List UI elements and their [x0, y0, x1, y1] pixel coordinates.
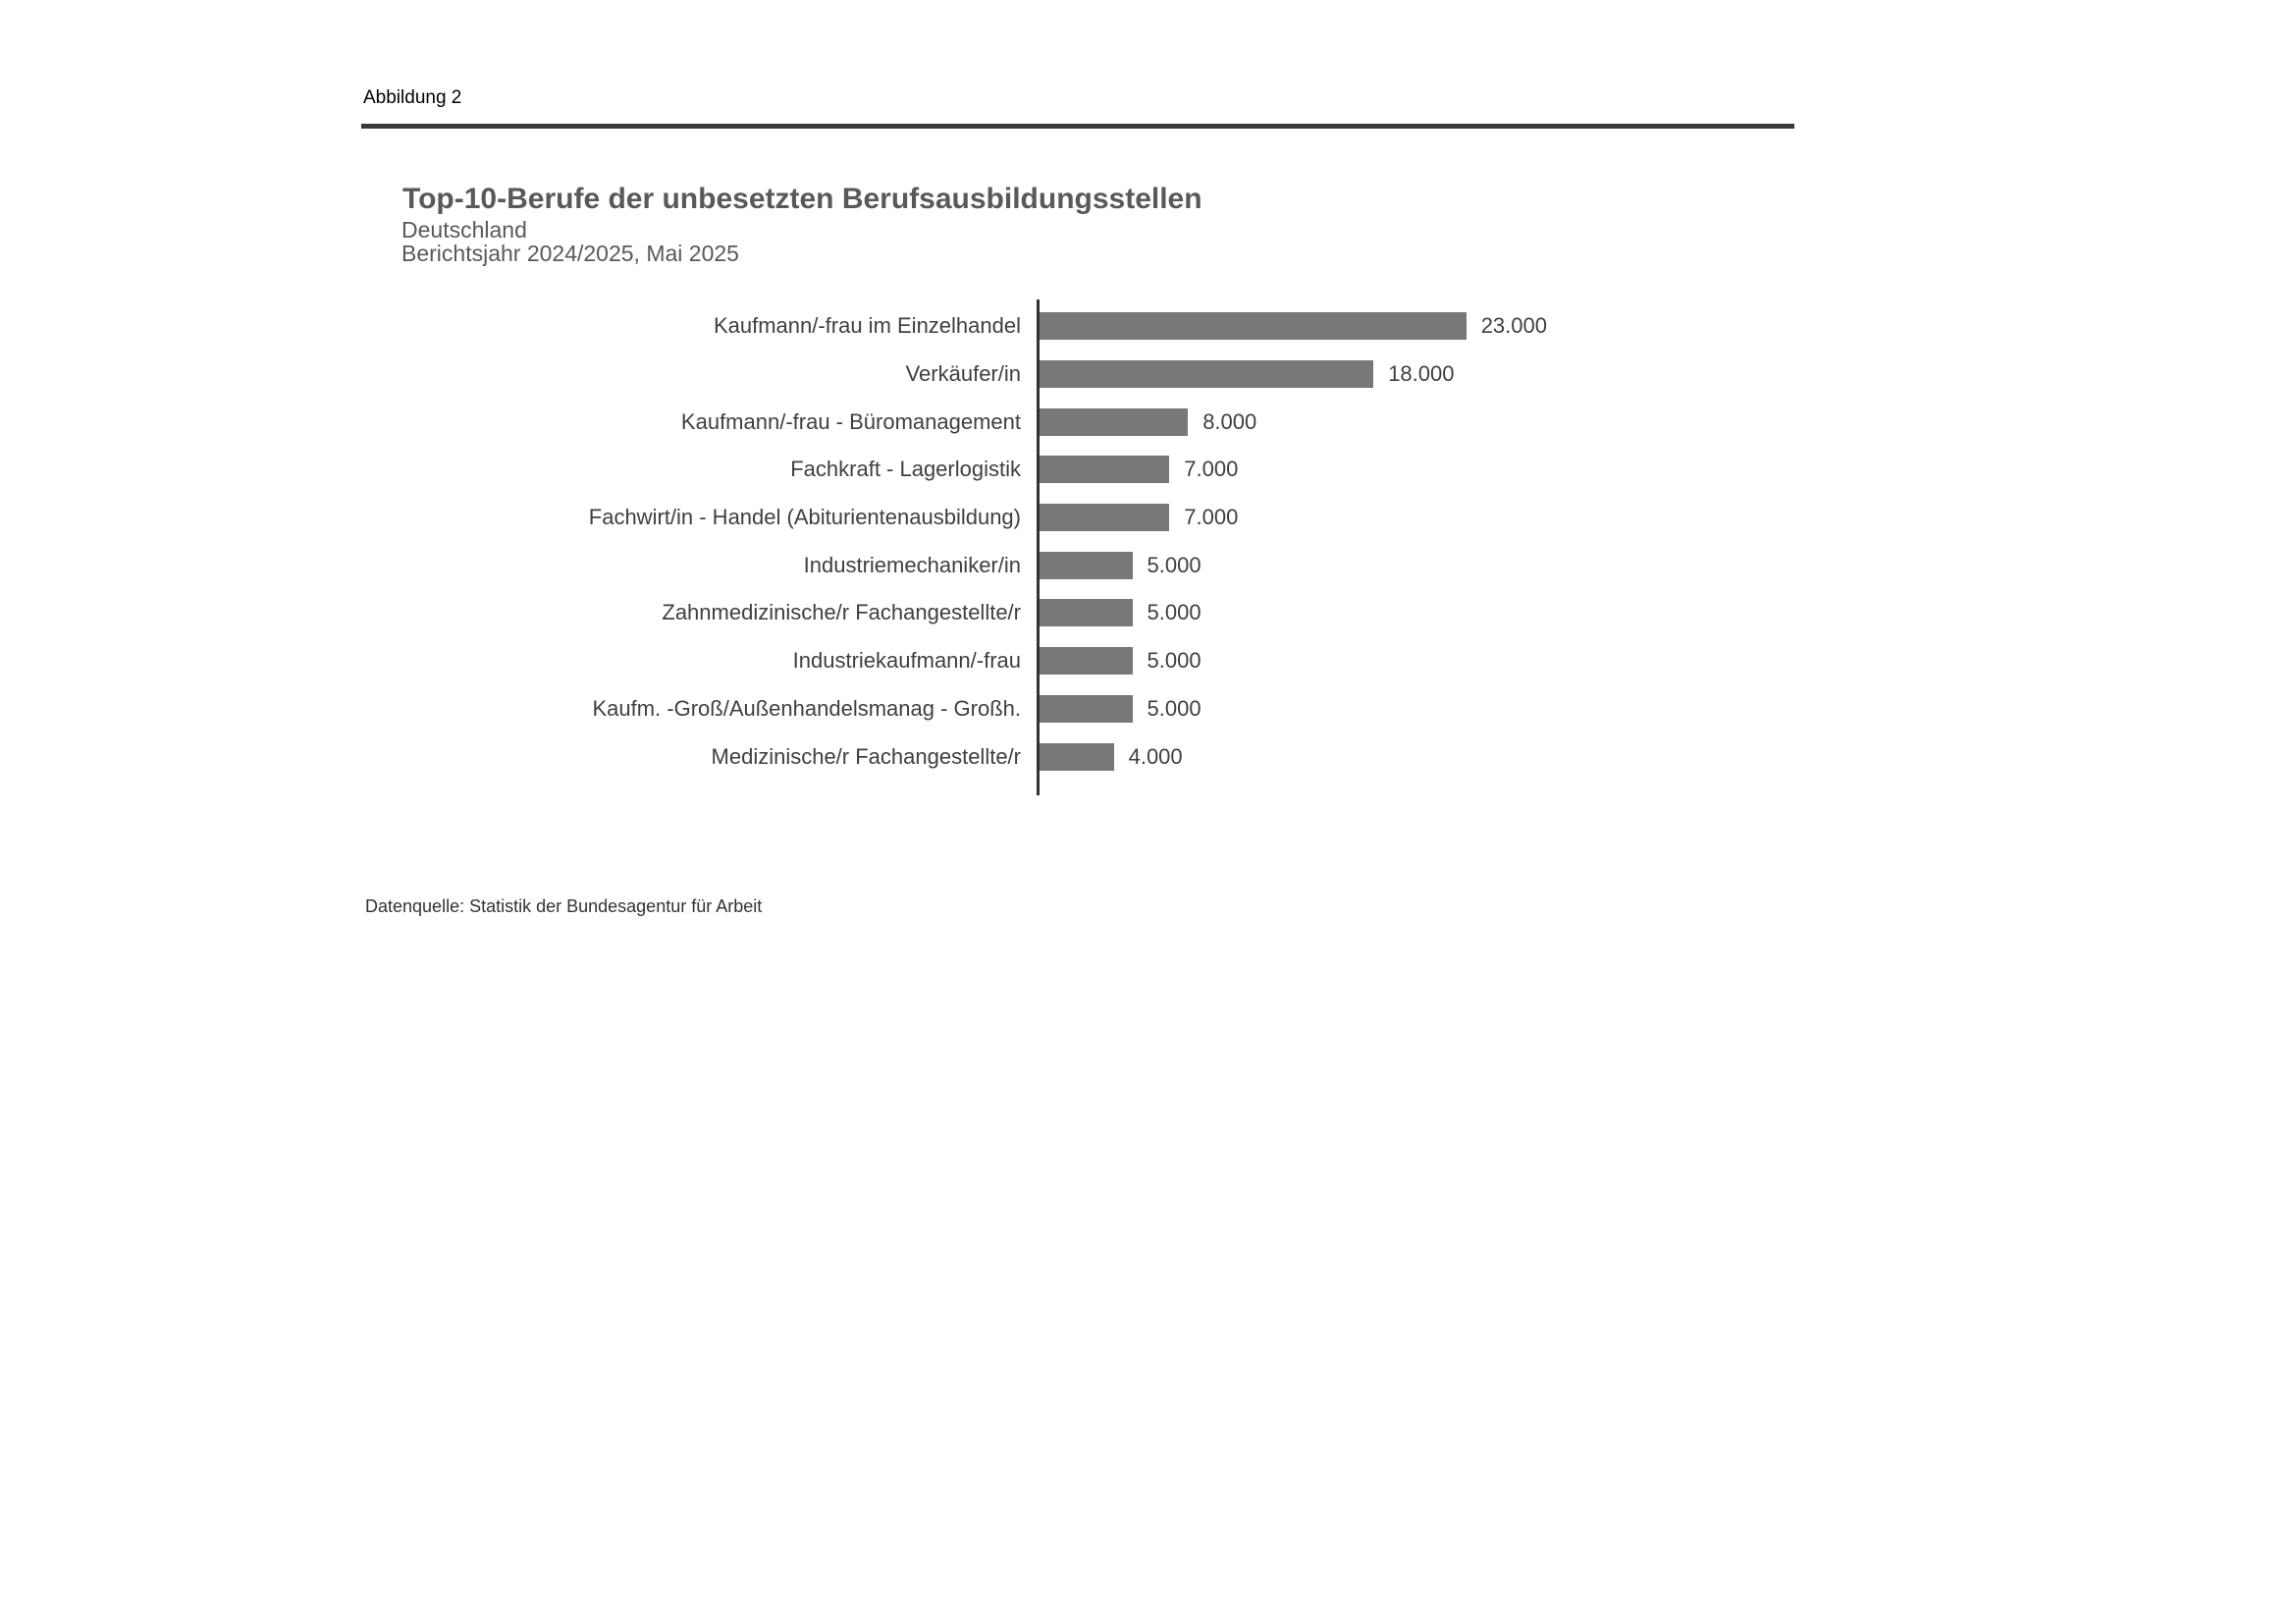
bar-row [1040, 589, 1786, 637]
category-row [405, 494, 1021, 542]
bar-row [1040, 446, 1786, 494]
category-label: Kaufmann/-frau im Einzelhandel [713, 313, 1021, 339]
category-label: Zahnmedizinische/r Fachangestellte/r [662, 600, 1021, 625]
chart-subtitle-region: Deutschland [401, 217, 527, 243]
bar [1040, 360, 1373, 388]
value-label: 5.000 [1147, 695, 1201, 721]
category-label: Kaufm. -Groß/Außenhandelsmanag - Großh. [592, 695, 1021, 721]
bars-column-with-axis [1037, 299, 1786, 795]
value-label: 23.000 [1480, 313, 1547, 339]
bar [1040, 599, 1133, 626]
data-source-note: Datenquelle: Statistik der Bundesagentur für Arbeit [365, 896, 763, 916]
category-row [405, 302, 1021, 351]
category-row [405, 589, 1021, 637]
category-label: Fachkraft - Lagerlogistik [790, 457, 1021, 482]
category-row [405, 446, 1021, 494]
value-label: 5.000 [1147, 600, 1201, 625]
horizontal-rule [361, 124, 1794, 129]
category-label: Industriekaufmann/-frau [792, 648, 1021, 674]
bar [1040, 456, 1169, 483]
category-row [405, 398, 1021, 446]
category-label: Industriemechaniker/in [803, 552, 1021, 577]
bar-row [1040, 637, 1786, 685]
bar-row [1040, 302, 1786, 351]
value-label: 18.000 [1388, 361, 1455, 387]
category-label: Verkäufer/in [905, 361, 1021, 387]
category-row [405, 541, 1021, 589]
figure-label: Abbildung 2 [363, 87, 462, 108]
value-label: 7.000 [1184, 505, 1239, 530]
bar [1040, 695, 1133, 723]
value-label: 4.000 [1128, 743, 1183, 769]
bar-row [1040, 685, 1786, 733]
bar-row [1040, 351, 1786, 399]
category-row [405, 637, 1021, 685]
category-row [405, 685, 1021, 733]
category-label: Kaufmann/-frau - Büromanagement [680, 408, 1021, 434]
chart-subtitle-period: Berichtsjahr 2024/2025, Mai 2025 [401, 241, 739, 266]
bar [1040, 743, 1114, 771]
value-label: 5.000 [1147, 648, 1201, 674]
bar-chart [405, 299, 1786, 795]
bar [1040, 647, 1133, 675]
bar [1040, 312, 1467, 340]
bar-row [1040, 541, 1786, 589]
value-label: 8.000 [1202, 408, 1257, 434]
value-label: 7.000 [1184, 457, 1239, 482]
chart-title: Top-10-Berufe der unbesetzten Berufsausbildungsstellen [402, 183, 1202, 215]
bar-row [1040, 398, 1786, 446]
bar-row [1040, 732, 1786, 781]
category-row [405, 351, 1021, 399]
bar [1040, 552, 1133, 579]
value-label: 5.000 [1147, 552, 1201, 577]
bar-row [1040, 494, 1786, 542]
category-labels-column [405, 299, 1021, 795]
bar [1040, 504, 1169, 531]
bar [1040, 408, 1188, 436]
category-row [405, 732, 1021, 781]
category-label: Medizinische/r Fachangestellte/r [711, 743, 1021, 769]
category-label: Fachwirt/in - Handel (Abiturientenausbildung) [588, 505, 1021, 530]
